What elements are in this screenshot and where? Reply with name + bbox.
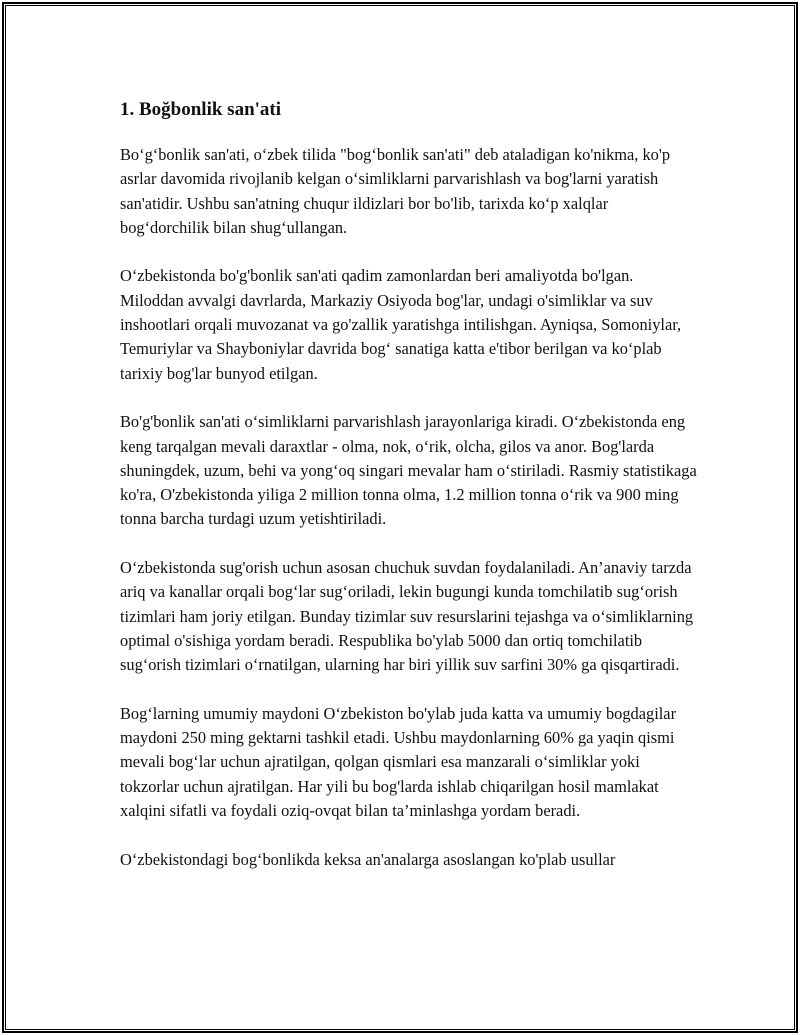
paragraph-intro: Bo‘g‘bonlik san'ati, o‘zbek tilida "bog‘bonlik san'ati" deb ataladigan ko'nikma, ko'p asrlar davomida rivojlanib kelgan o‘simliklarni parvarishlash va bog'larni yaratish san'atidir. Ushbu san'atning chuqur ildizlari bor bo'lib, tarixda ko‘p xalqlar bog‘dorchilik bilan shug‘ullangan. — [120, 145, 671, 237]
section-heading: 1. Boğbonlik san'ati — [120, 99, 282, 120]
document-body — [120, 96, 700, 896]
page — [2, 2, 798, 1033]
paragraph-traditions: O‘zbekistondagi bog‘bonlikda keksa an'analarga asoslangan ko'plab usullar — [120, 849, 616, 869]
paragraph-history: O‘zbekistonda bo'g'bonlik san'ati qadim zamonlardan beri amaliyotda bo'lgan. Miloddan avvalgi davrlarda, Markaziy Osiyoda bog'lar, undagi o'simliklar va suv inshootlari orqali muvozanat va go'zallik yaratishga intilishgan. Ayniqsa, Somoniylar, Temuriylar va Shayboniylar davrida bog‘ sanatiga katta e'tibor berilgan va ko‘plab tarixiy bog'lar bunyod etilgan. — [120, 266, 682, 383]
paragraph-garden-area: Bog‘larning umumiy maydoni O‘zbekiston bo'ylab juda katta va umumiy bogdagilar maydoni 250 ming gektarni tashkil etadi. Ushbu maydonlarning 60% ga yaqin qismi mevali bog‘lar uchun ajratilgan, qolgan qismlari esa manzarali o‘simliklar yoki tokzorlar uchun ajratilgan. Har yili bu bog'larda ishlab chiqarilgan hosil mamlakat xalqini sifatli va foydali oziq-ovqat bilan ta’minlashga yordam beradi. — [120, 703, 677, 821]
paragraph-irrigation: O‘zbekistonda sug'orish uchun asosan chuchuk suvdan foydalaniladi. An’anaviy tarzda ariq va kanallar orqali bog‘lar sug‘oriladi, lekin bugungi kunda tomchilatib sug‘orish tizimlari ham joriy etilgan. Bunday tizimlar suv resurslarini tejashga va o‘simliklarning optimal o'sishiga yordam beradi. Respublika bo'ylab 5000 dan ortiq tomchilatib sug‘orish tizimlari o‘rnatilgan, ularning har biri yillik suv sarfini 30% ga qisqartiradi. — [120, 558, 694, 675]
paragraph-fruit-trees: Bo'g'bonlik san'ati o‘simliklarni parvarishlash jarayonlariga kiradi. O‘zbekistonda eng keng tarqalgan mevali daraxtlar - olma, nok, o‘rik, olcha, gilos va anor. Bog'larda shuningdek, uzum, behi va yong‘oq singari mevalar ham o‘stiriladi. Rasmiy statistikaga ko'ra, O'zbekistonda yiliga 2 million tonna olma, 1.2 million tonna o‘rik va 900 ming tonna barcha turdagi uzum yetishtiriladi. — [120, 412, 697, 529]
